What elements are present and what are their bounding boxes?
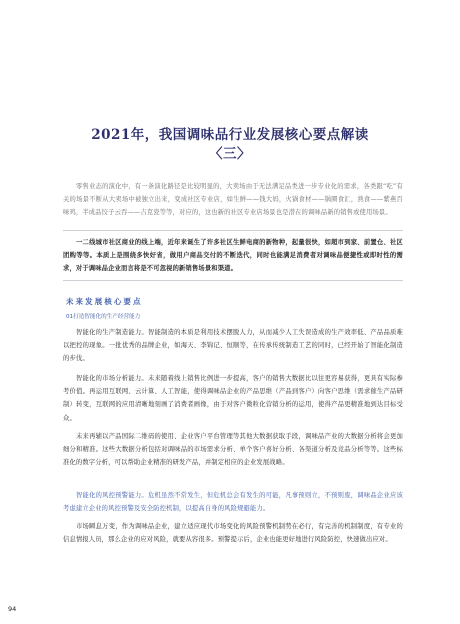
divider-top	[63, 230, 403, 231]
final-paragraph: 市场瞬息万变，作为调味品企业，建立适应现代市场变化的风险预警机制势在必行，有完善的机制制度，有专业的信息情报人员，那么企业的应对风险，就要从容很多。预警提示后，企业也能更好地进行风险防控，快速做出应对。	[63, 523, 403, 544]
title-line-1: 2021年，我国调味品行业发展核心要点解读	[91, 127, 369, 143]
page-number: 94	[8, 605, 17, 613]
subheading: 01打造智能化的生产经营能力	[66, 314, 141, 320]
risk-warning-paragraph: 智能化的风控预警能力。危机虽然不常发生，但危机总会有发生的可能，凡事预则立，不预则废，调味品企业应该考虑建立企业的风控预警及安全防控机制，以提高自身的风险规避能力。	[63, 492, 403, 513]
section-heading: 未来发展核心要点	[66, 297, 143, 306]
page-title	[40, 126, 420, 164]
highlight-paragraph: 一二线城市社区商业的线上端，近年来诞生了许多社区生鲜电商的新物种，起量很快，如超市到家、前置仓、社区团购等等。本质上是围绕多快好省，做用户商品交付的不断迭代，同时也能满足消费者对调味品便捷性或即时性的需求，对于调味品企业而言将是不可忽视的新销售场景和渠道。	[63, 239, 403, 273]
divider-bottom	[63, 280, 403, 281]
title-line-2: 〈三〉	[209, 146, 251, 162]
intro-paragraph: 零售业态的演化中，有一条演化路径是比较明显的，大卖场由于无法满足品类进一步专业化的需求，各类跟“吃”有关的场景不断从大卖场中被独立出来，变成社区专业店，如生鲜——钱大妈，火锅食材——锅圈食汇，熟食——紫燕百味鸡，半成品饺子云吞——吉克瓷等等，对应的，这也新的社区专业店场景也是潜在的调味品新的销售或使用场景。	[63, 183, 403, 217]
body-paragraph: 未来再辅以产品国际二维码的使用、企业客户平台管理等其他大数据获取手段，调味品产业的大数据分析将会更加细分和精准。这些大数据分析包括对调味品的市场需求分析、单个客户喜好分析、各渠道分析及竞品分析等等。这些标准化的数字分析，可以帮助企业精准的研发产品，并制定相应的企业发展战略。	[63, 433, 403, 467]
body-paragraph: 智能化的市场分析能力。未来随着线上销售比例进一步提高，客户的销售大数据比以往更容易获得，更具有实际参考价值。再运用互联网、云计算、人工智能，使得调味品企业的产品思维（产品到客户）向客户思维（需求催生产品研制）转变，互联网的应用清晰地刻画了消费者画像，由于对客户微粒化营销分析的运用，使得产品更精准地到达目标受众。	[63, 375, 403, 422]
body-paragraph: 智能化的生产制造能力。智能制造的本质是利用技术摆脱人力，从而减少人工失误造成的生产效率低、产品品质难以把控的现象。一批优秀的品牌企业，如海天、李锦记、恒顺等，在传承传统制造工艺的同时，已经开始了智能化制造的步伐。	[63, 329, 403, 363]
